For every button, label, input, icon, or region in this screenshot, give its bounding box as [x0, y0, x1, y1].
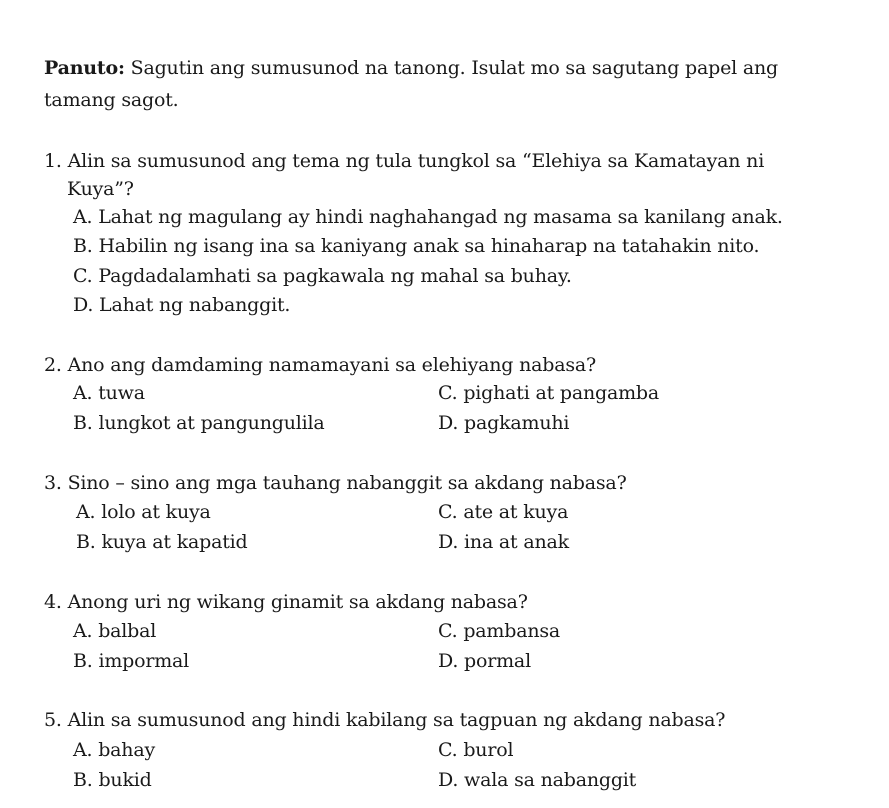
question-3-option-a: A. lolo at kuya [76, 501, 211, 523]
question-1-option-c: C. Pagdadalamhati sa pagkawala ng mahal sa buhay. [73, 265, 572, 287]
question-4-option-c: C. pambansa [438, 620, 561, 642]
question-1-option-d: D. Lahat ng nabanggit. [73, 294, 291, 316]
question-3-option-d: D. ina at anak [438, 531, 569, 553]
question-5-option-c: C. burol [438, 739, 514, 761]
question-5-option-a: A. bahay [73, 739, 155, 761]
question-2-text: 2. Ano ang damdaming namamayani sa elehiyang nabasa? [44, 354, 596, 376]
question-3-option-c: C. ate at kuya [438, 501, 569, 523]
question-1-text-line-2: Kuya”? [67, 178, 134, 200]
question-5-option-d: D. wala sa nabanggit [438, 769, 637, 791]
question-5-text: 5. Alin sa sumusunod ang hindi kabilang sa tagpuan ng akdang nabasa? [44, 709, 726, 731]
question-3-text: 3. Sino – sino ang mga tauhang nabanggit sa akdang nabasa? [44, 472, 627, 494]
question-4-option-d: D. pormal [438, 650, 531, 672]
question-1-text-line-1: 1. Alin sa sumusunod ang tema ng tula tungkol sa “Elehiya sa Kamatayan ni [44, 150, 765, 172]
question-1-option-b: B. Habilin ng isang ina sa kaniyang anak sa hinaharap na tatahakin nito. [73, 235, 760, 257]
instructions-label: Panuto: [44, 57, 125, 79]
question-4-option-a: A. balbal [73, 620, 157, 642]
question-4-text: 4. Anong uri ng wikang ginamit sa akdang nabasa? [44, 591, 528, 613]
question-2-option-a: A. tuwa [73, 382, 145, 404]
instructions-text-1: Sagutin ang sumusunod na tanong. Isulat mo sa sagutang papel ang [130, 57, 778, 79]
question-2-option-b: B. lungkot at pangungulila [73, 412, 325, 434]
question-4-option-b: B. impormal [73, 650, 190, 672]
question-5-option-b: B. bukid [73, 769, 152, 791]
question-1-option-a: A. Lahat ng magulang ay hindi naghahangad ng masama sa kanilang anak. [73, 206, 783, 228]
instructions-line-1 [44, 56, 778, 80]
question-2-option-c: C. pighati at pangamba [438, 382, 659, 404]
question-3-option-b: B. kuya at kapatid [76, 531, 248, 553]
question-2-option-d: D. pagkamuhi [438, 412, 570, 434]
instructions-line-2: tamang sagot. [44, 89, 179, 111]
